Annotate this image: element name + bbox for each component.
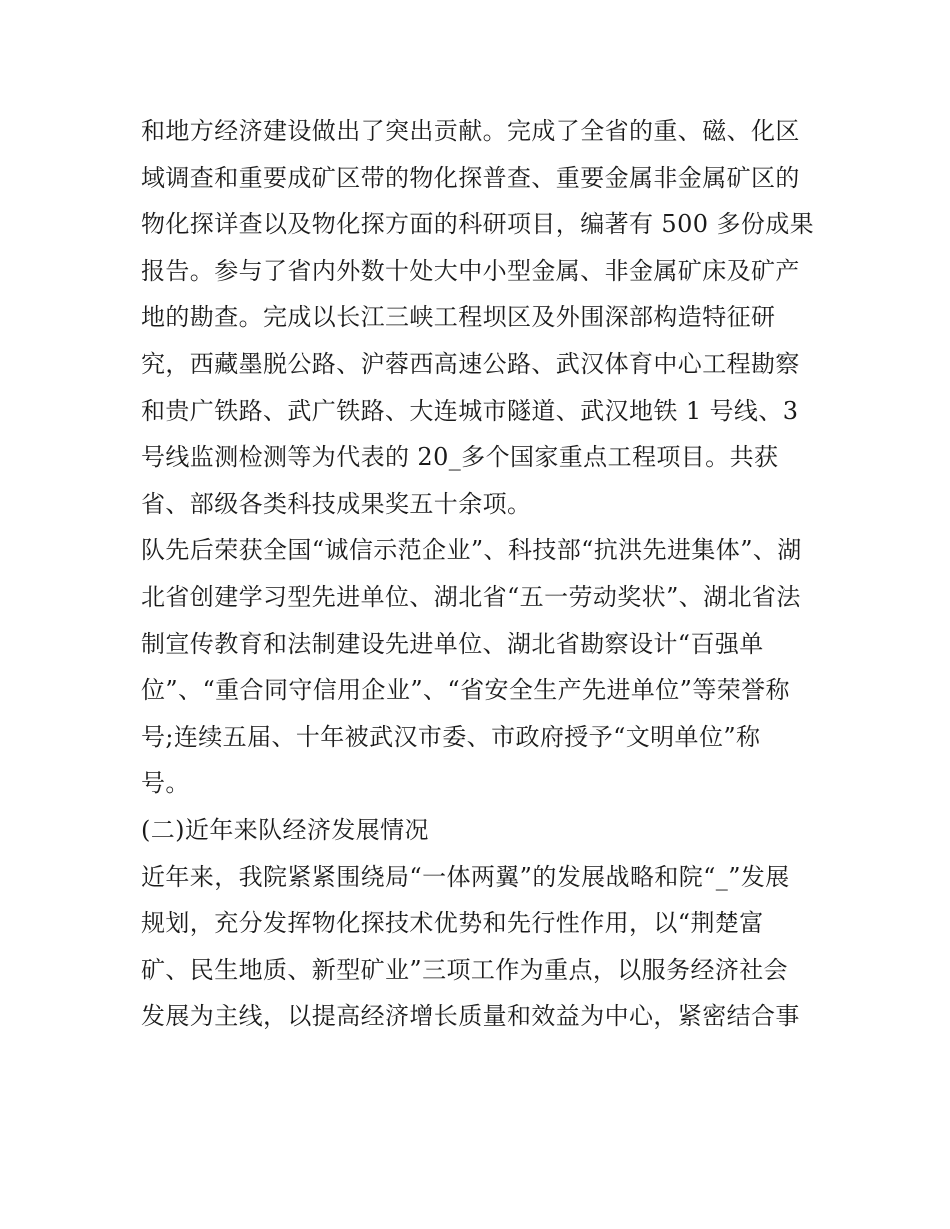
text-line-4: 报告。参与了省内外数十处大中小型金属、非金属矿床及矿产 (141, 256, 800, 285)
section-heading: (二)近年来队经济发展情况 (141, 815, 429, 844)
text-line-5: 地的勘查。完成以长江三峡工程坝区及外围深部构造特征研 (141, 303, 776, 332)
text-line-9: 省、部级各类科技成果奖五十余项。 (141, 489, 532, 518)
text-line-6: 究，西藏墨脱公路、沪蓉西高速公路、武汉体育中心工程勘察 (141, 349, 800, 378)
document-body (141, 108, 821, 1040)
text-line-17: 近年来，我院紧紧围绕局“一体两翼”的发展战略和院“_”发展 (141, 862, 790, 891)
text-line-12: 制宣传教育和法制建设先进单位、湖北省勘察设计“百强单 (141, 629, 764, 658)
text-line-10: 队先后荣获全国“诚信示范企业”、科技部“抗洪先进集体”、湖 (141, 536, 802, 565)
text-line-14: 号;连续五届、十年被武汉市委、市政府授予“文明单位”称 (141, 722, 761, 751)
text-line-20: 发展为主线，以提高经济增长质量和效益为中心，紧密结合事 (141, 1002, 800, 1031)
text-line-8: 号线监测检测等为代表的 20_多个国家重点工程项目。共获 (141, 443, 779, 472)
text-line-1: 和地方经济建设做出了突出贡献。完成了全省的重、磁、化区 (141, 117, 800, 145)
text-line-13: 位”、“重合同守信用企业”、“省安全生产先进单位”等荣誉称 (141, 676, 790, 705)
text-line-3: 物化探详查以及物化探方面的科研项目，编著有 500 多份成果 (141, 210, 815, 239)
text-line-18: 规划，充分发挥物化探技术优势和先行性作用，以“荆楚富 (141, 909, 764, 938)
text-line-15: 号。 (141, 769, 190, 798)
text-line-11: 北省创建学习型先进单位、湖北省“五一劳动奖状”、湖北省法 (141, 582, 801, 611)
text-line-7: 和贵广铁路、武广铁路、大连城市隧道、武汉地铁 1 号线、3 (141, 396, 799, 425)
text-line-19: 矿、民生地质、新型矿业”三项工作为重点，以服务经济社会 (141, 955, 789, 984)
text-line-2: 域调查和重要成矿区带的物化探普查、重要金属非金属矿区的 (141, 163, 800, 192)
